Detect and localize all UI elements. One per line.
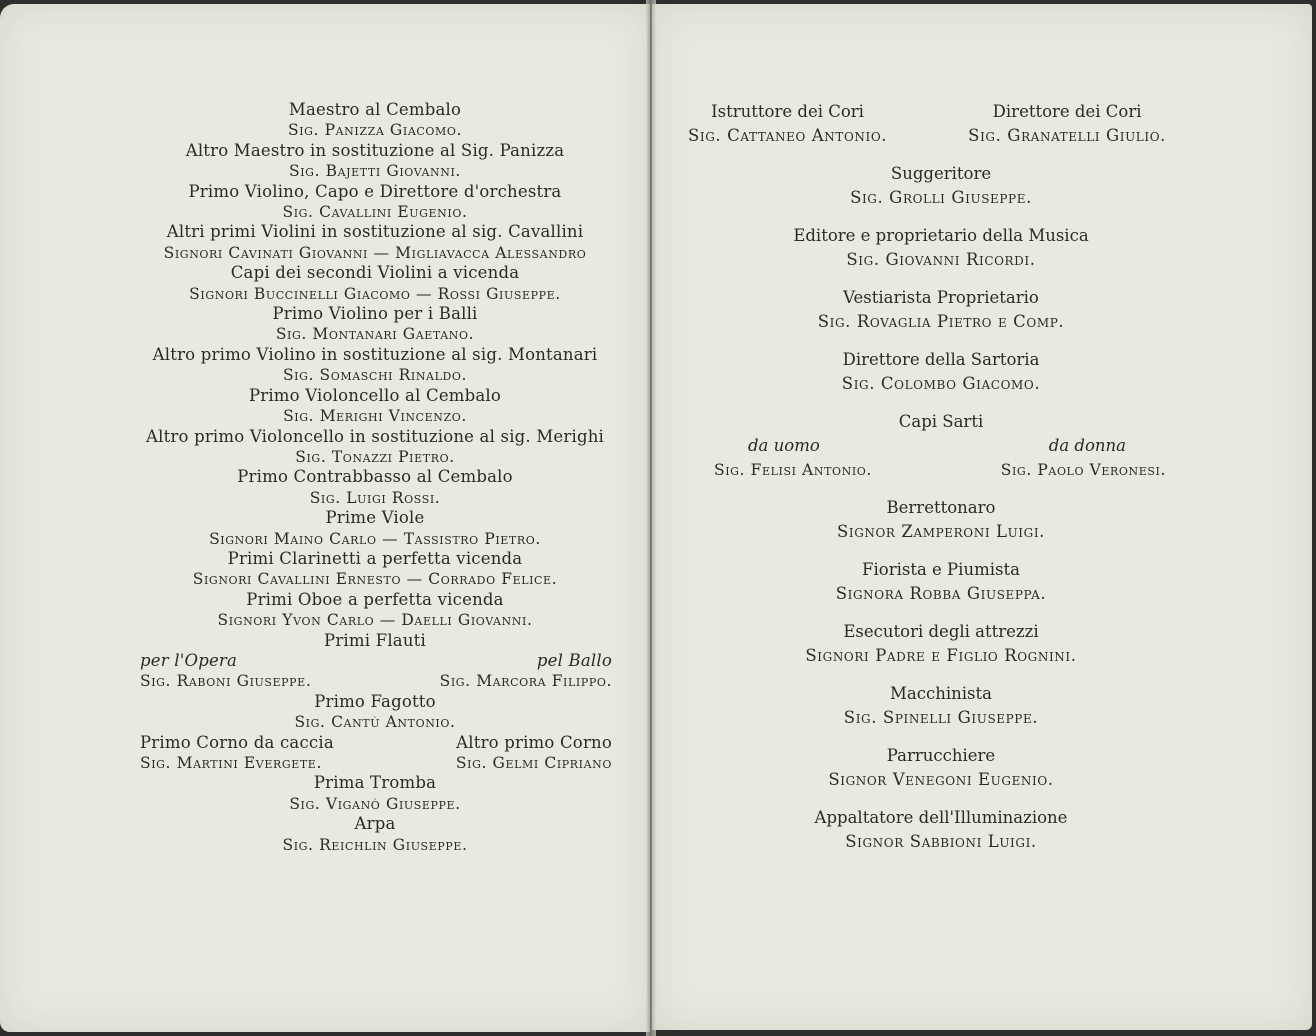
orchestra-name: Sig. Viganò Giuseppe. [289,794,461,813]
staff-role: Vestiarista Proprietario [843,288,1039,307]
orchestra-name: Signori Maino Carlo — Tassistro Pietro. [209,529,541,548]
corno-altro-name: Sig. Gelmi Cipriano [455,754,612,772]
cori-direttore-role: Direttore dei Cori [992,102,1142,121]
corno-altro-label: Altro primo Corno [456,732,612,752]
orchestra-name: Sig. Bajetti Giovanni. [289,162,461,181]
staff-entry [686,682,1196,730]
orchestra-role: Primi Oboe a perfetta vicenda [246,589,504,609]
staff-list [686,100,1196,868]
orchestra-role: Primo Fagotto [314,691,436,711]
staff-entry [686,620,1196,668]
staff-role: Parrucchiere [886,746,996,765]
staff-role: Esecutori degli attrezzi [843,622,1039,641]
orchestra-name: Signori Buccinelli Giacomo — Rossi Giuseppe. [189,284,561,303]
staff-entry [686,744,1196,792]
orchestra-name: Sig. Merighi Vincenzo. [283,407,467,426]
orchestra-name: Signori Yvon Carlo — Daelli Giovanni. [217,611,533,630]
cori-istruttore [688,100,887,148]
staff-entry [686,558,1196,606]
cori-istruttore-role: Istruttore dei Cori [711,102,864,121]
staff-name: Signor Venegoni Eugenio. [828,770,1054,789]
corno-primo-label: Primo Corno da caccia [140,732,334,752]
staff-role: Direttore della Sartoria [842,350,1040,369]
sarti-donna-name: Sig. Paolo Veronesi. [1000,461,1166,479]
sarti-uomo-name: Sig. Felisi Antonio. [714,461,872,479]
capi-sarti-names [686,458,1196,482]
staff-role: Editore e proprietario della Musica [793,226,1089,245]
flauti-labels [110,651,640,671]
corno-primo-name: Sig. Martini Evergete. [140,754,322,772]
orchestra-name: Sig. Tonazzi Pietro. [295,447,455,466]
staff-entry [686,348,1196,396]
staff-name: Sig. Grolli Giuseppe. [850,188,1032,207]
staff-role: Suggeritore [890,164,992,183]
orchestra-role: Prime Viole [325,508,425,528]
orchestra-role: Prima Tromba [313,773,437,793]
corno-names [110,753,640,773]
cori-pair [686,100,1196,148]
staff-name: Sig. Colombo Giacomo. [841,374,1041,393]
orchestra-name: Sig. Montanari Gaetano. [275,325,475,344]
cori-direttore [968,100,1166,148]
staff-entry [686,496,1196,544]
orchestra-role: Primi Flauti [324,630,426,650]
orchestra-role: Primo Contrabbasso al Cembalo [237,467,513,487]
staff-name: Signora Robba Giuseppa. [835,584,1047,603]
sarti-uomo-label: da uomo [748,436,820,455]
orchestra-name: Sig. Luigi Rossi. [309,488,441,507]
orchestra-role: Primo Violino, Capo e Direttore d'orchestra [188,181,562,201]
capi-sarti-labels [686,434,1196,458]
orchestra-list [110,100,640,855]
cori-direttore-name: Sig. Granatelli Giulio. [968,126,1166,145]
orchestra-role: Primo Violino per i Balli [272,304,478,324]
orchestra-role: Altro primo Violino in sostituzione al sig. Montanari [152,344,598,364]
sarti-donna-label: da donna [1048,436,1126,455]
staff-role: Appaltatore dell'Illuminazione [814,808,1068,827]
book-gutter [646,0,656,1036]
staff-name: Sig. Spinelli Giuseppe. [843,708,1039,727]
flauti-ballo-label: pel Ballo [536,650,612,670]
staff-entry [686,806,1196,854]
staff-entry [686,286,1196,334]
orchestra-name: Sig. Cantù Antonio. [294,713,456,732]
flauti-opera-label: per l'Opera [140,650,238,670]
capi-sarti-title: Capi Sarti [898,412,984,431]
staff-name: Signor Sabbioni Luigi. [845,832,1037,851]
orchestra-role: Maestro al Cembalo [288,100,462,119]
orchestra-name: Signori Cavinati Giovanni — Migliavacca Alessandro [163,243,587,262]
orchestra-name: Sig. Cavallini Eugenio. [282,203,468,222]
orchestra-role: Altro primo Violoncello in sostituzione al sig. Merighi [145,426,605,446]
orchestra-role: Capi dei secondi Violini a vicenda [230,263,520,283]
orchestra-role: Altro Maestro in sostituzione al Sig. Panizza [185,140,565,160]
staff-name: Sig. Giovanni Ricordi. [846,250,1036,269]
staff-entry [686,162,1196,210]
orchestra-name: Signori Cavallini Ernesto — Corrado Felice. [192,570,558,589]
orchestra-name: Sig. Reichlin Giuseppe. [282,835,468,854]
orchestra-role: Arpa [354,814,396,834]
staff-name: Signor Zamperoni Luigi. [836,522,1046,541]
flauti-opera-name: Sig. Raboni Giuseppe. [140,672,312,691]
staff-role: Macchinista [890,684,992,703]
staff-name: Sig. Rovaglia Pietro e Comp. [817,312,1065,331]
staff-role: Berrettonaro [886,498,996,517]
orchestra-role: Altri primi Violini in sostituzione al sig. Cavallini [166,222,584,242]
capi-sarti [686,410,1196,482]
cori-istruttore-name: Sig. Cattaneo Antonio. [688,126,888,145]
orchestra-name: Sig. Somaschi Rinaldo. [282,366,468,385]
corno-labels [110,733,640,753]
staff-name: Signori Padre e Figlio Rognini. [805,646,1077,665]
orchestra-name: Sig. Panizza Giacomo. [287,121,463,140]
staff-entry [686,224,1196,272]
orchestra-role: Primi Clarinetti a perfetta vicenda [227,548,523,568]
orchestra-role: Primo Violoncello al Cembalo [248,385,502,405]
flauti-ballo-name: Sig. Marcora Filippo. [439,672,612,691]
staff-role: Fiorista e Piumista [862,560,1020,579]
flauti-names [110,671,640,691]
